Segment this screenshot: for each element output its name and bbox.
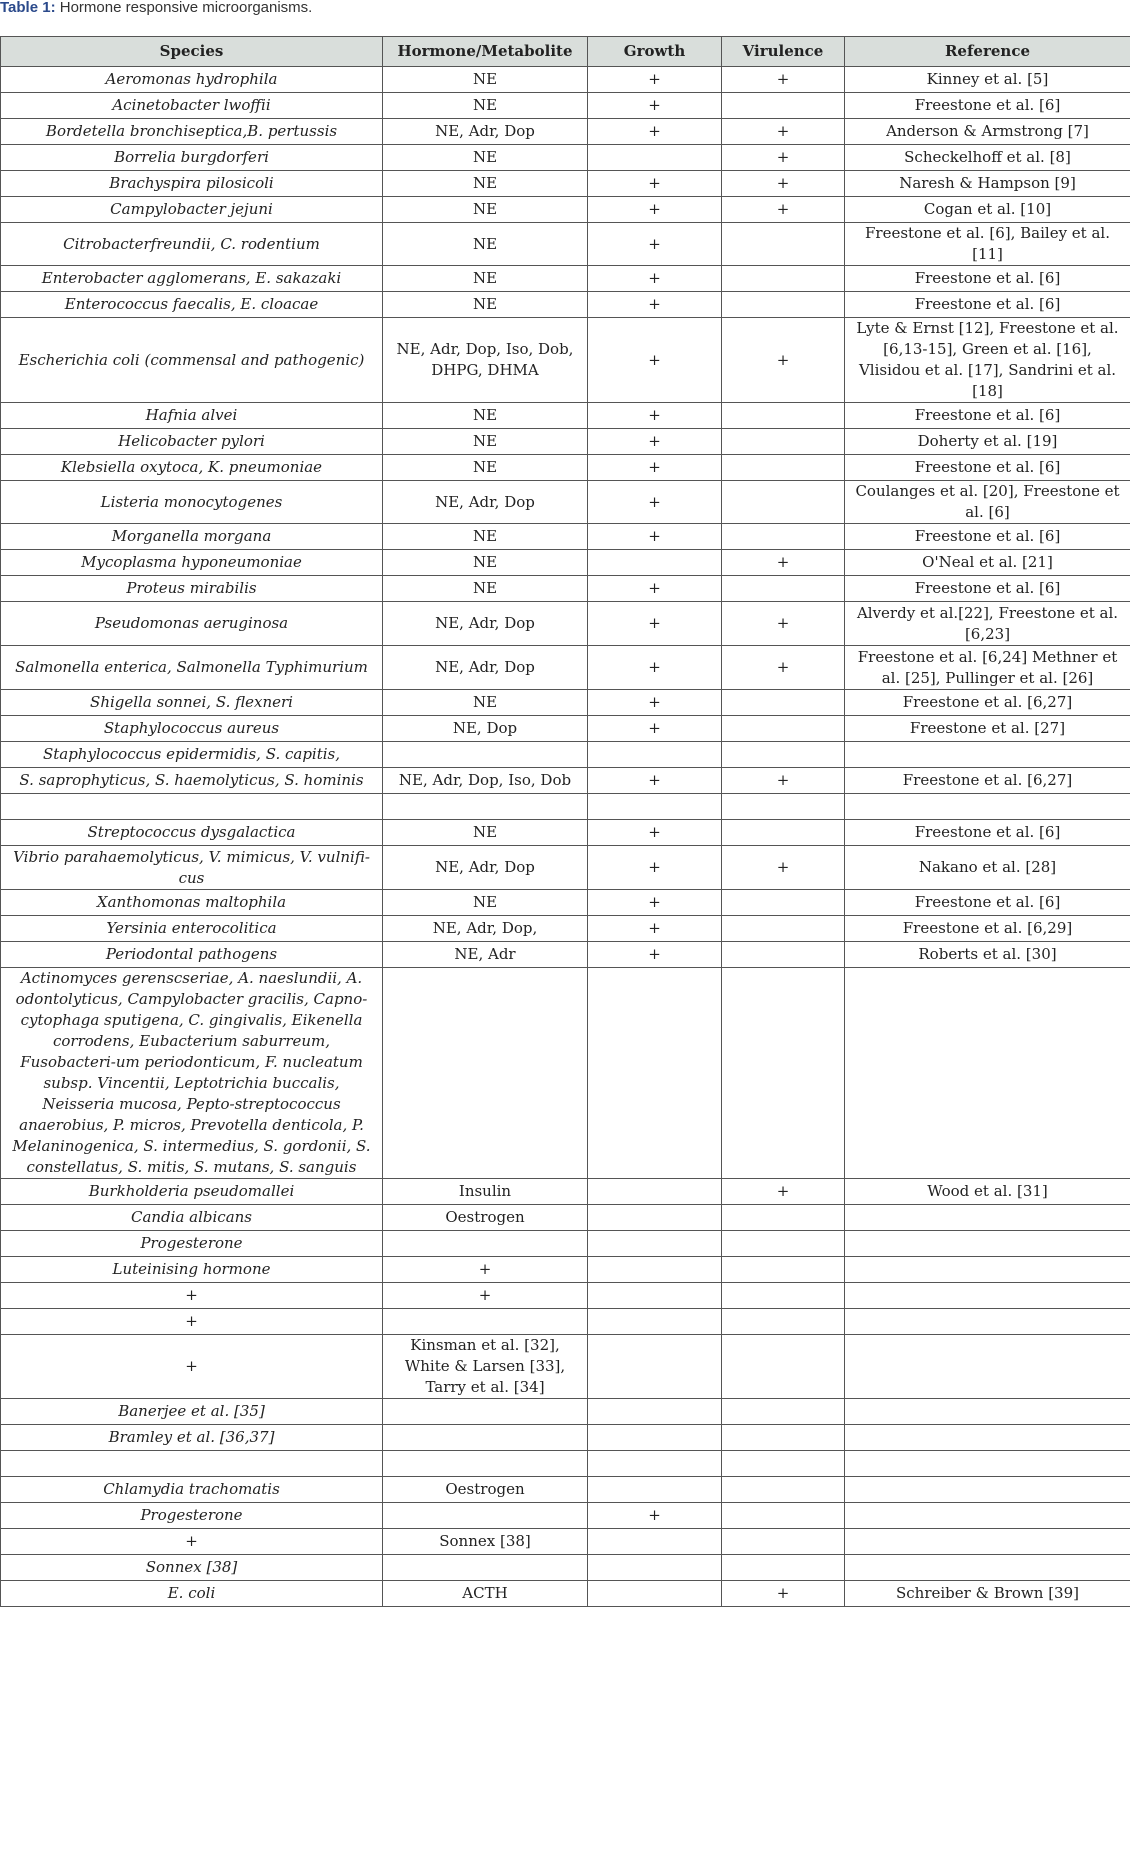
table-row <box>1 266 1130 292</box>
cell-growth: + <box>588 266 722 292</box>
cell-hormone <box>383 1503 588 1529</box>
cell-virulence: + <box>722 67 845 93</box>
cell-reference: Roberts et al. [30] <box>845 942 1130 968</box>
cell-growth <box>588 1477 722 1503</box>
cell-species: Escherichia coli (commensal and pathogenic) <box>1 318 383 403</box>
table-row <box>1 1309 1130 1335</box>
table-row <box>1 794 1130 820</box>
cell-growth <box>588 1399 722 1425</box>
cell-hormone: NE <box>383 266 588 292</box>
cell-species: Chlamydia trachomatis <box>1 1477 383 1503</box>
cell-hormone: NE, Adr, Dop, <box>383 916 588 942</box>
cell-hormone: + <box>383 1283 588 1309</box>
cell-hormone: NE <box>383 550 588 576</box>
cell-hormone: NE <box>383 820 588 846</box>
cell-hormone: NE <box>383 197 588 223</box>
cell-growth <box>588 145 722 171</box>
cell-species: Helicobacter pylori <box>1 429 383 455</box>
cell-growth: + <box>588 602 722 646</box>
cell-reference <box>845 1283 1130 1309</box>
cell-reference <box>845 742 1130 768</box>
table-row <box>1 890 1130 916</box>
cell-virulence <box>722 1425 845 1451</box>
cell-virulence <box>722 1283 845 1309</box>
header-virulence: Virulence <box>722 37 845 67</box>
cell-hormone: NE <box>383 576 588 602</box>
table-caption-text: Hormone responsive microorganisms. <box>55 0 313 16</box>
cell-growth: + <box>588 481 722 524</box>
cell-hormone: NE, Adr, Dop <box>383 846 588 890</box>
cell-growth <box>588 1451 722 1477</box>
cell-virulence <box>722 576 845 602</box>
cell-growth: + <box>588 403 722 429</box>
cell-hormone: NE, Adr, Dop <box>383 602 588 646</box>
cell-species: Banerjee et al. [35] <box>1 1399 383 1425</box>
cell-hormone <box>383 1425 588 1451</box>
cell-virulence <box>722 1451 845 1477</box>
table-row <box>1 602 1130 646</box>
cell-virulence <box>722 1529 845 1555</box>
cell-reference <box>845 1555 1130 1581</box>
cell-growth <box>588 1425 722 1451</box>
cell-virulence <box>722 820 845 846</box>
cell-species: Streptococcus dysgalactica <box>1 820 383 846</box>
cell-species: Sonnex [38] <box>1 1555 383 1581</box>
cell-reference: Freestone et al. [6] <box>845 455 1130 481</box>
cell-virulence <box>722 890 845 916</box>
cell-reference: O'Neal et al. [21] <box>845 550 1130 576</box>
cell-growth: + <box>588 942 722 968</box>
cell-species: Hafnia alvei <box>1 403 383 429</box>
cell-growth: + <box>588 646 722 690</box>
table-row <box>1 1231 1130 1257</box>
cell-reference: Freestone et al. [6] <box>845 93 1130 119</box>
cell-virulence: + <box>722 550 845 576</box>
cell-species: S. saprophyticus, S. haemolyticus, S. hominis <box>1 768 383 794</box>
cell-reference: Freestone et al. [6,29] <box>845 916 1130 942</box>
cell-hormone <box>383 1555 588 1581</box>
table-caption-label: Table 1: <box>0 0 56 16</box>
cell-hormone: ACTH <box>383 1581 588 1607</box>
cell-reference: Scheckelhoff et al. [8] <box>845 145 1130 171</box>
header-hormone: Hormone/Metabolite <box>383 37 588 67</box>
cell-virulence <box>722 266 845 292</box>
cell-virulence <box>722 1231 845 1257</box>
cell-growth: + <box>588 429 722 455</box>
table-row <box>1 1529 1130 1555</box>
cell-growth <box>588 742 722 768</box>
cell-species: Mycoplasma hyponeumoniae <box>1 550 383 576</box>
table-row <box>1 846 1130 890</box>
hormone-table <box>0 36 1130 1607</box>
cell-hormone: NE, Adr, Dop, Iso, Dob <box>383 768 588 794</box>
cell-species: Listeria monocytogenes <box>1 481 383 524</box>
cell-virulence <box>722 1477 845 1503</box>
cell-growth <box>588 968 722 1179</box>
cell-virulence <box>722 223 845 266</box>
table-row <box>1 403 1130 429</box>
cell-hormone: NE <box>383 690 588 716</box>
cell-growth: + <box>588 820 722 846</box>
cell-reference: Anderson & Armstrong [7] <box>845 119 1130 145</box>
cell-reference: Freestone et al. [27] <box>845 716 1130 742</box>
cell-virulence <box>722 916 845 942</box>
cell-reference: Freestone et al. [6] <box>845 576 1130 602</box>
cell-species: + <box>1 1335 383 1399</box>
cell-reference: Wood et al. [31] <box>845 1179 1130 1205</box>
cell-growth: + <box>588 292 722 318</box>
table-row <box>1 1205 1130 1231</box>
cell-species: Xanthomonas maltophila <box>1 890 383 916</box>
cell-virulence <box>722 794 845 820</box>
cell-growth <box>588 1257 722 1283</box>
cell-species: Periodontal pathogens <box>1 942 383 968</box>
cell-virulence: + <box>722 197 845 223</box>
cell-reference: Cogan et al. [10] <box>845 197 1130 223</box>
cell-species: Citrobacterfreundii, C. rodentium <box>1 223 383 266</box>
cell-hormone <box>383 1309 588 1335</box>
cell-reference: Freestone et al. [6,27] <box>845 690 1130 716</box>
cell-hormone: NE <box>383 455 588 481</box>
header-reference: Reference <box>845 37 1130 67</box>
cell-virulence <box>722 742 845 768</box>
cell-reference: Schreiber & Brown [39] <box>845 1581 1130 1607</box>
cell-reference: Naresh & Hampson [9] <box>845 171 1130 197</box>
cell-growth: + <box>588 890 722 916</box>
cell-hormone <box>383 794 588 820</box>
cell-reference <box>845 1335 1130 1399</box>
cell-species: Salmonella enterica, Salmonella Typhimurium <box>1 646 383 690</box>
cell-hormone: + <box>383 1257 588 1283</box>
table-body <box>1 67 1130 1607</box>
cell-reference: Freestone et al. [6] <box>845 266 1130 292</box>
cell-virulence: + <box>722 119 845 145</box>
cell-reference <box>845 1257 1130 1283</box>
cell-species: + <box>1 1309 383 1335</box>
cell-species: Pseudomonas aeruginosa <box>1 602 383 646</box>
cell-reference: Freestone et al. [6] <box>845 292 1130 318</box>
table-header-row <box>1 37 1130 67</box>
cell-growth <box>588 1335 722 1399</box>
cell-reference <box>845 968 1130 1179</box>
cell-reference <box>845 1477 1130 1503</box>
cell-growth <box>588 1179 722 1205</box>
cell-species: Progesterone <box>1 1503 383 1529</box>
cell-growth: + <box>588 846 722 890</box>
cell-species: Enterobacter agglomerans, E. sakazaki <box>1 266 383 292</box>
cell-hormone: NE <box>383 93 588 119</box>
cell-species: Enterococcus faecalis, E. cloacae <box>1 292 383 318</box>
cell-virulence <box>722 968 845 1179</box>
table-row <box>1 820 1130 846</box>
cell-virulence <box>722 455 845 481</box>
cell-hormone: NE, Adr, Dop <box>383 119 588 145</box>
table-row <box>1 1283 1130 1309</box>
table-row <box>1 916 1130 942</box>
cell-hormone: NE, Adr <box>383 942 588 968</box>
cell-reference <box>845 1399 1130 1425</box>
cell-hormone <box>383 1399 588 1425</box>
cell-hormone: NE, Adr, Dop, Iso, Dob, DHPG, DHMA <box>383 318 588 403</box>
cell-reference: Nakano et al. [28] <box>845 846 1130 890</box>
cell-species: Vibrio parahaemolyticus, V. mimicus, V. vulnifi-cus <box>1 846 383 890</box>
cell-species: Borrelia burgdorferi <box>1 145 383 171</box>
cell-species: E. coli <box>1 1581 383 1607</box>
cell-virulence: + <box>722 768 845 794</box>
cell-virulence <box>722 1309 845 1335</box>
cell-hormone: NE, Dop <box>383 716 588 742</box>
cell-reference: Doherty et al. [19] <box>845 429 1130 455</box>
table-row <box>1 1503 1130 1529</box>
cell-species: Progesterone <box>1 1231 383 1257</box>
cell-reference: Lyte & Ernst [12], Freestone et al. [6,13-15], Green et al. [16], Vlisidou et al. [17], Sandrini et al. [18] <box>845 318 1130 403</box>
table-row <box>1 524 1130 550</box>
cell-virulence <box>722 93 845 119</box>
cell-growth <box>588 1309 722 1335</box>
table-row <box>1 429 1130 455</box>
cell-growth: + <box>588 690 722 716</box>
table-row <box>1 1477 1130 1503</box>
cell-reference: Freestone et al. [6] <box>845 403 1130 429</box>
cell-reference: Freestone et al. [6] <box>845 820 1130 846</box>
cell-reference <box>845 1451 1130 1477</box>
cell-species: Acinetobacter lwoffii <box>1 93 383 119</box>
table-row <box>1 646 1130 690</box>
table-row <box>1 942 1130 968</box>
cell-reference <box>845 1309 1130 1335</box>
cell-species <box>1 794 383 820</box>
cell-reference: Freestone et al. [6] <box>845 890 1130 916</box>
cell-hormone <box>383 1451 588 1477</box>
cell-hormone: NE <box>383 145 588 171</box>
cell-growth: + <box>588 576 722 602</box>
table-row <box>1 690 1130 716</box>
table-row <box>1 197 1130 223</box>
cell-virulence <box>722 1257 845 1283</box>
table-row <box>1 67 1130 93</box>
cell-growth: + <box>588 716 722 742</box>
cell-reference: Alverdy et al.[22], Freestone et al. [6,23] <box>845 602 1130 646</box>
cell-growth <box>588 1283 722 1309</box>
cell-growth: + <box>588 524 722 550</box>
cell-species: Bordetella bronchiseptica,B. pertussis <box>1 119 383 145</box>
table-row <box>1 1555 1130 1581</box>
cell-hormone: NE <box>383 171 588 197</box>
cell-hormone: NE, Adr, Dop <box>383 646 588 690</box>
cell-virulence <box>722 690 845 716</box>
cell-hormone <box>383 968 588 1179</box>
cell-reference: Freestone et al. [6,27] <box>845 768 1130 794</box>
cell-species: Yersinia enterocolitica <box>1 916 383 942</box>
cell-growth <box>588 1231 722 1257</box>
cell-growth: + <box>588 67 722 93</box>
table-row <box>1 716 1130 742</box>
cell-reference <box>845 794 1130 820</box>
table-row <box>1 968 1130 1179</box>
cell-virulence: + <box>722 1179 845 1205</box>
table-row <box>1 292 1130 318</box>
cell-growth <box>588 1529 722 1555</box>
cell-virulence: + <box>722 145 845 171</box>
table-row <box>1 1425 1130 1451</box>
table-row <box>1 1399 1130 1425</box>
cell-species: Actinomyces gerenscseriae, A. naeslundii, A. odontolyticus, Campylobacter gracilis, Capno-cytophaga sputigena, C. gingivalis, Eikenella corrodens, Eubacterium saburreum, Fusobacteri-um periodonticum, F. nucleatum subsp. Vincentii, Leptotrichia buccalis, Neisseria mucosa, Pepto-streptococcus anaerobius, P. micros, Prevotella denticola, P. Melaninogenica, S. intermedius, S. gordonii, S. constellatus, S. mitis, S. mutans, S. sanguis <box>1 968 383 1179</box>
cell-species: + <box>1 1283 383 1309</box>
table-row <box>1 1257 1130 1283</box>
cell-reference <box>845 1529 1130 1555</box>
cell-reference <box>845 1231 1130 1257</box>
cell-species <box>1 1451 383 1477</box>
cell-growth: + <box>588 93 722 119</box>
table-row <box>1 768 1130 794</box>
cell-hormone: Oestrogen <box>383 1205 588 1231</box>
cell-growth: + <box>588 455 722 481</box>
cell-virulence <box>722 1335 845 1399</box>
cell-reference <box>845 1503 1130 1529</box>
cell-growth: + <box>588 1503 722 1529</box>
cell-growth <box>588 1555 722 1581</box>
cell-species: Staphylococcus epidermidis, S. capitis, <box>1 742 383 768</box>
cell-hormone: NE <box>383 524 588 550</box>
table-row <box>1 742 1130 768</box>
table-row <box>1 119 1130 145</box>
cell-hormone: NE <box>383 403 588 429</box>
cell-species: Morganella morgana <box>1 524 383 550</box>
cell-virulence: + <box>722 646 845 690</box>
cell-virulence <box>722 1205 845 1231</box>
cell-virulence <box>722 942 845 968</box>
cell-hormone: NE, Adr, Dop <box>383 481 588 524</box>
cell-reference: Coulanges et al. [20], Freestone et al. [6] <box>845 481 1130 524</box>
cell-reference: Kinney et al. [5] <box>845 67 1130 93</box>
cell-hormone <box>383 742 588 768</box>
table-row <box>1 223 1130 266</box>
cell-virulence <box>722 1503 845 1529</box>
cell-growth <box>588 1205 722 1231</box>
cell-growth: + <box>588 916 722 942</box>
cell-virulence <box>722 292 845 318</box>
cell-growth <box>588 794 722 820</box>
cell-hormone: Kinsman et al. [32], White & Larsen [33], Tarry et al. [34] <box>383 1335 588 1399</box>
cell-species: Bramley et al. [36,37] <box>1 1425 383 1451</box>
cell-growth: + <box>588 768 722 794</box>
table-row <box>1 318 1130 403</box>
table-row <box>1 1581 1130 1607</box>
cell-virulence <box>722 481 845 524</box>
cell-growth: + <box>588 223 722 266</box>
cell-virulence <box>722 1555 845 1581</box>
cell-virulence: + <box>722 846 845 890</box>
cell-growth: + <box>588 119 722 145</box>
cell-species: Brachyspira pilosicoli <box>1 171 383 197</box>
cell-virulence <box>722 403 845 429</box>
cell-growth <box>588 550 722 576</box>
cell-species: Shigella sonnei, S. flexneri <box>1 690 383 716</box>
cell-reference <box>845 1205 1130 1231</box>
cell-species: Campylobacter jejuni <box>1 197 383 223</box>
cell-growth: + <box>588 318 722 403</box>
cell-hormone: NE <box>383 67 588 93</box>
cell-hormone: Insulin <box>383 1179 588 1205</box>
table-row <box>1 550 1130 576</box>
cell-species: Klebsiella oxytoca, K. pneumoniae <box>1 455 383 481</box>
table-row <box>1 455 1130 481</box>
cell-species: Staphylococcus aureus <box>1 716 383 742</box>
cell-reference: Freestone et al. [6] <box>845 524 1130 550</box>
cell-hormone: NE <box>383 429 588 455</box>
cell-virulence <box>722 524 845 550</box>
table-row <box>1 171 1130 197</box>
header-species: Species <box>1 37 383 67</box>
cell-hormone <box>383 1231 588 1257</box>
cell-virulence: + <box>722 318 845 403</box>
cell-virulence: + <box>722 602 845 646</box>
table-row <box>1 1335 1130 1399</box>
table-row <box>1 93 1130 119</box>
cell-species: Luteinising hormone <box>1 1257 383 1283</box>
table-row <box>1 481 1130 524</box>
table-row <box>1 576 1130 602</box>
cell-virulence <box>722 716 845 742</box>
cell-species: Aeromonas hydrophila <box>1 67 383 93</box>
cell-growth: + <box>588 171 722 197</box>
table-row <box>1 1179 1130 1205</box>
table-row <box>1 145 1130 171</box>
cell-species: + <box>1 1529 383 1555</box>
cell-reference: Freestone et al. [6,24] Methner et al. [25], Pullinger et al. [26] <box>845 646 1130 690</box>
cell-virulence: + <box>722 171 845 197</box>
table-caption <box>0 0 312 20</box>
header-growth: Growth <box>588 37 722 67</box>
cell-virulence: + <box>722 1581 845 1607</box>
cell-hormone: NE <box>383 223 588 266</box>
cell-reference <box>845 1425 1130 1451</box>
cell-virulence <box>722 1399 845 1425</box>
cell-reference: Freestone et al. [6], Bailey et al. [11] <box>845 223 1130 266</box>
cell-virulence <box>722 429 845 455</box>
cell-hormone: Sonnex [38] <box>383 1529 588 1555</box>
cell-species: Candia albicans <box>1 1205 383 1231</box>
cell-hormone: Oestrogen <box>383 1477 588 1503</box>
cell-hormone: NE <box>383 890 588 916</box>
table-row <box>1 1451 1130 1477</box>
cell-growth: + <box>588 197 722 223</box>
cell-growth <box>588 1581 722 1607</box>
cell-species: Burkholderia pseudomallei <box>1 1179 383 1205</box>
cell-hormone: NE <box>383 292 588 318</box>
cell-species: Proteus mirabilis <box>1 576 383 602</box>
